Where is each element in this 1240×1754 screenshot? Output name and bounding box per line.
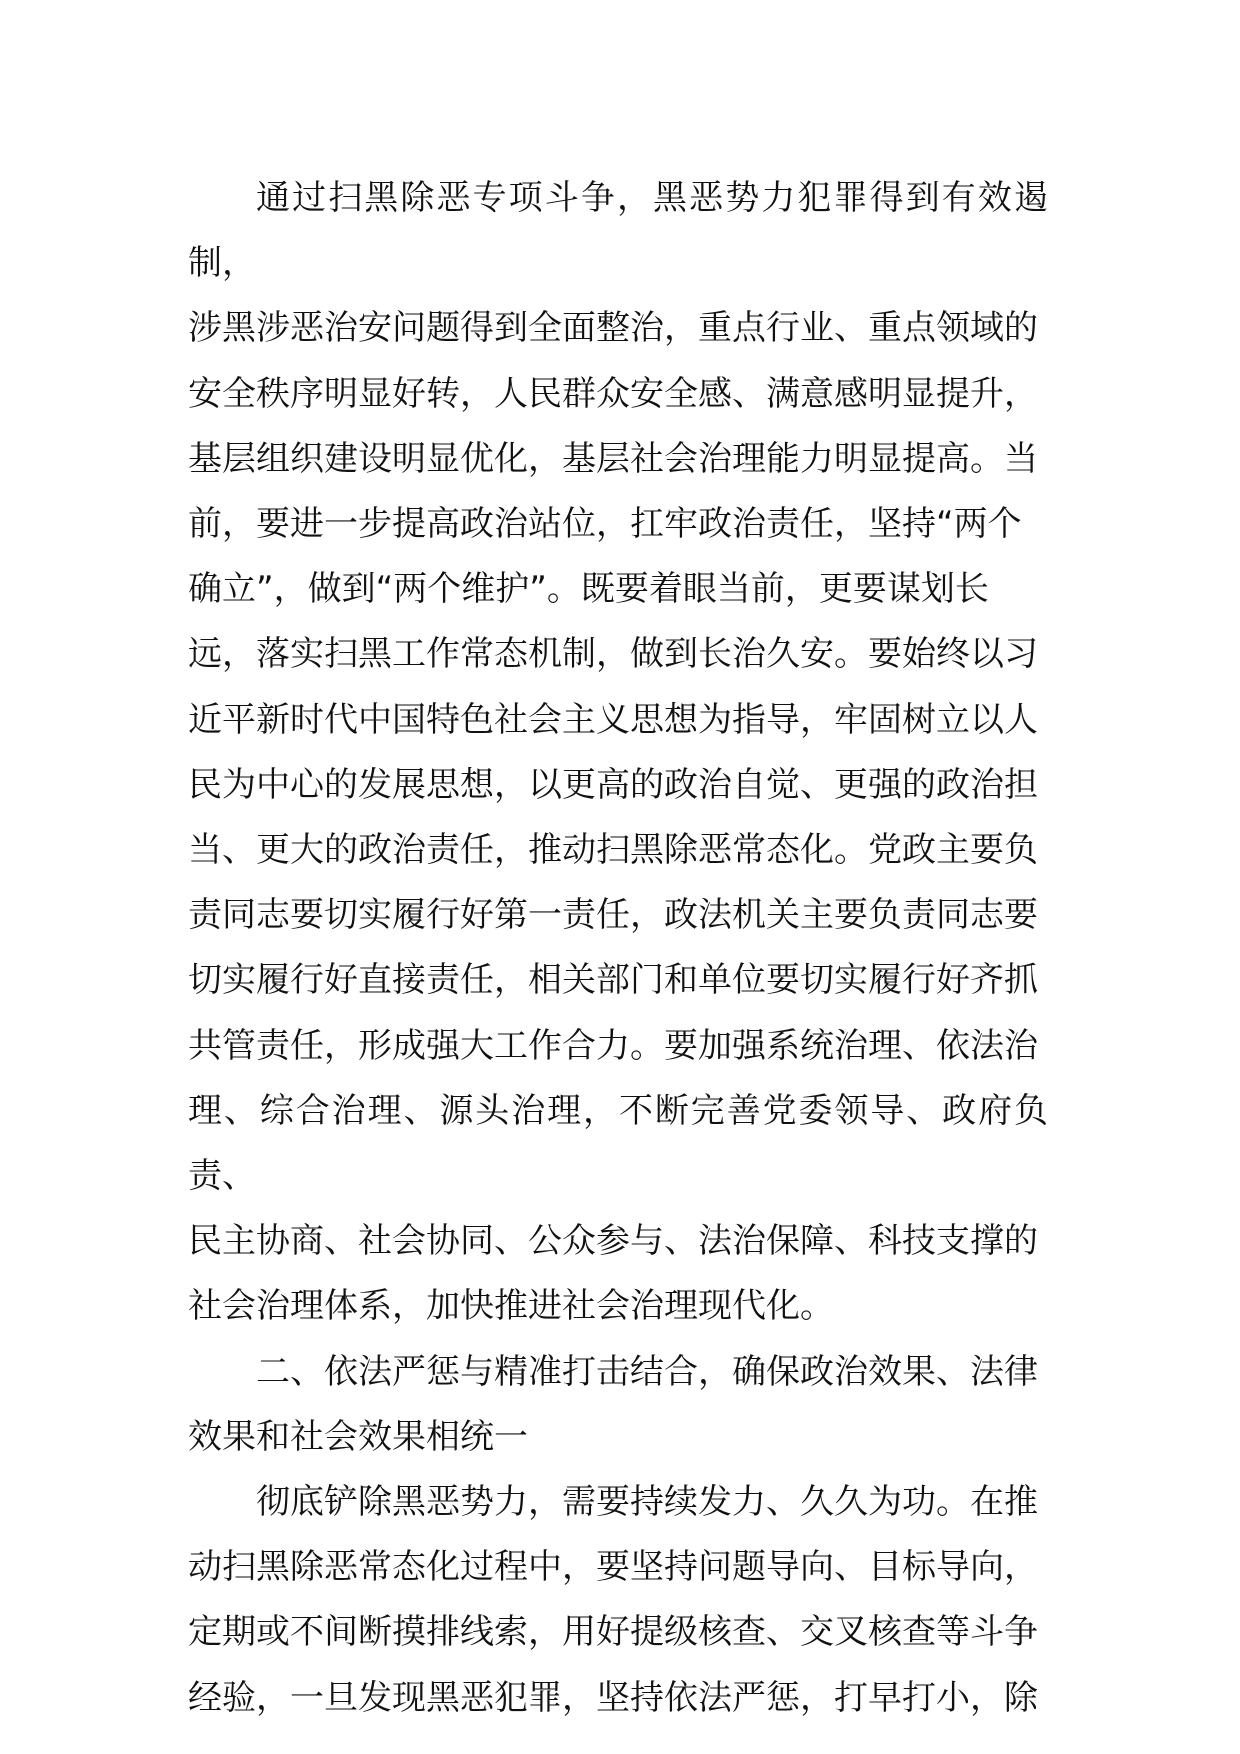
section-heading: 二、依法严惩与精准打击结合，确保政治效果、法律 效果和社会效果相统一 (188, 1351, 1038, 1457)
body-paragraph: 通过扫黑除恶专项斗争，黑恶势力犯罪得到有效遏制， 涉黑涉恶治安问题得到全面整治，重点行业、重点领域的 安全秩序明显好转，人民群众安全感、满意感明显提升， 基层组织建设明显优化，基层社会治理能力明显提高。当 前，要进一步提高政治站位，扛牢政治责任，坚持“两个 确立”，做到“两个维护”。既要着眼当前，更要谋划长 远，落实扫黑工作常态机制，做到长治久安。要始终以习 近平新时代中国特色社会主义思想为指导，牢固树立以人 民为中心的发展思想，以更高的政治自觉、更强的政治担 当、更大的政治责任，推动扫黑除恶常态化。党政主要负 责同志要切实履行好第一责任，政法机关主要负责同志要 切实履行好直接责任，相关部门和单位要切实履行好齐抓 共管责任，形成强大工作合力。要加强系统治理、依法治 理、综合治理、源头治理，不断完善党委领导、政府负责、 民主协商、社会协同、公众参与、法治保障、科技支撑的 社会治理体系，加快推进社会治理现代化。 (188, 178, 1048, 1327)
body-paragraph: 彻底铲除黑恶势力，需要持续发力、久久为功。在推 动扫黑除恶常态化过程中，要坚持问题导向、目标导向， 定期或不间断摸排线索，用好提级核查、交叉核查等斗争 经验，一旦发现黑恶犯罪，坚持依法严惩，打早打小，除 (188, 1482, 1038, 1718)
document-body (188, 166, 1048, 1731)
